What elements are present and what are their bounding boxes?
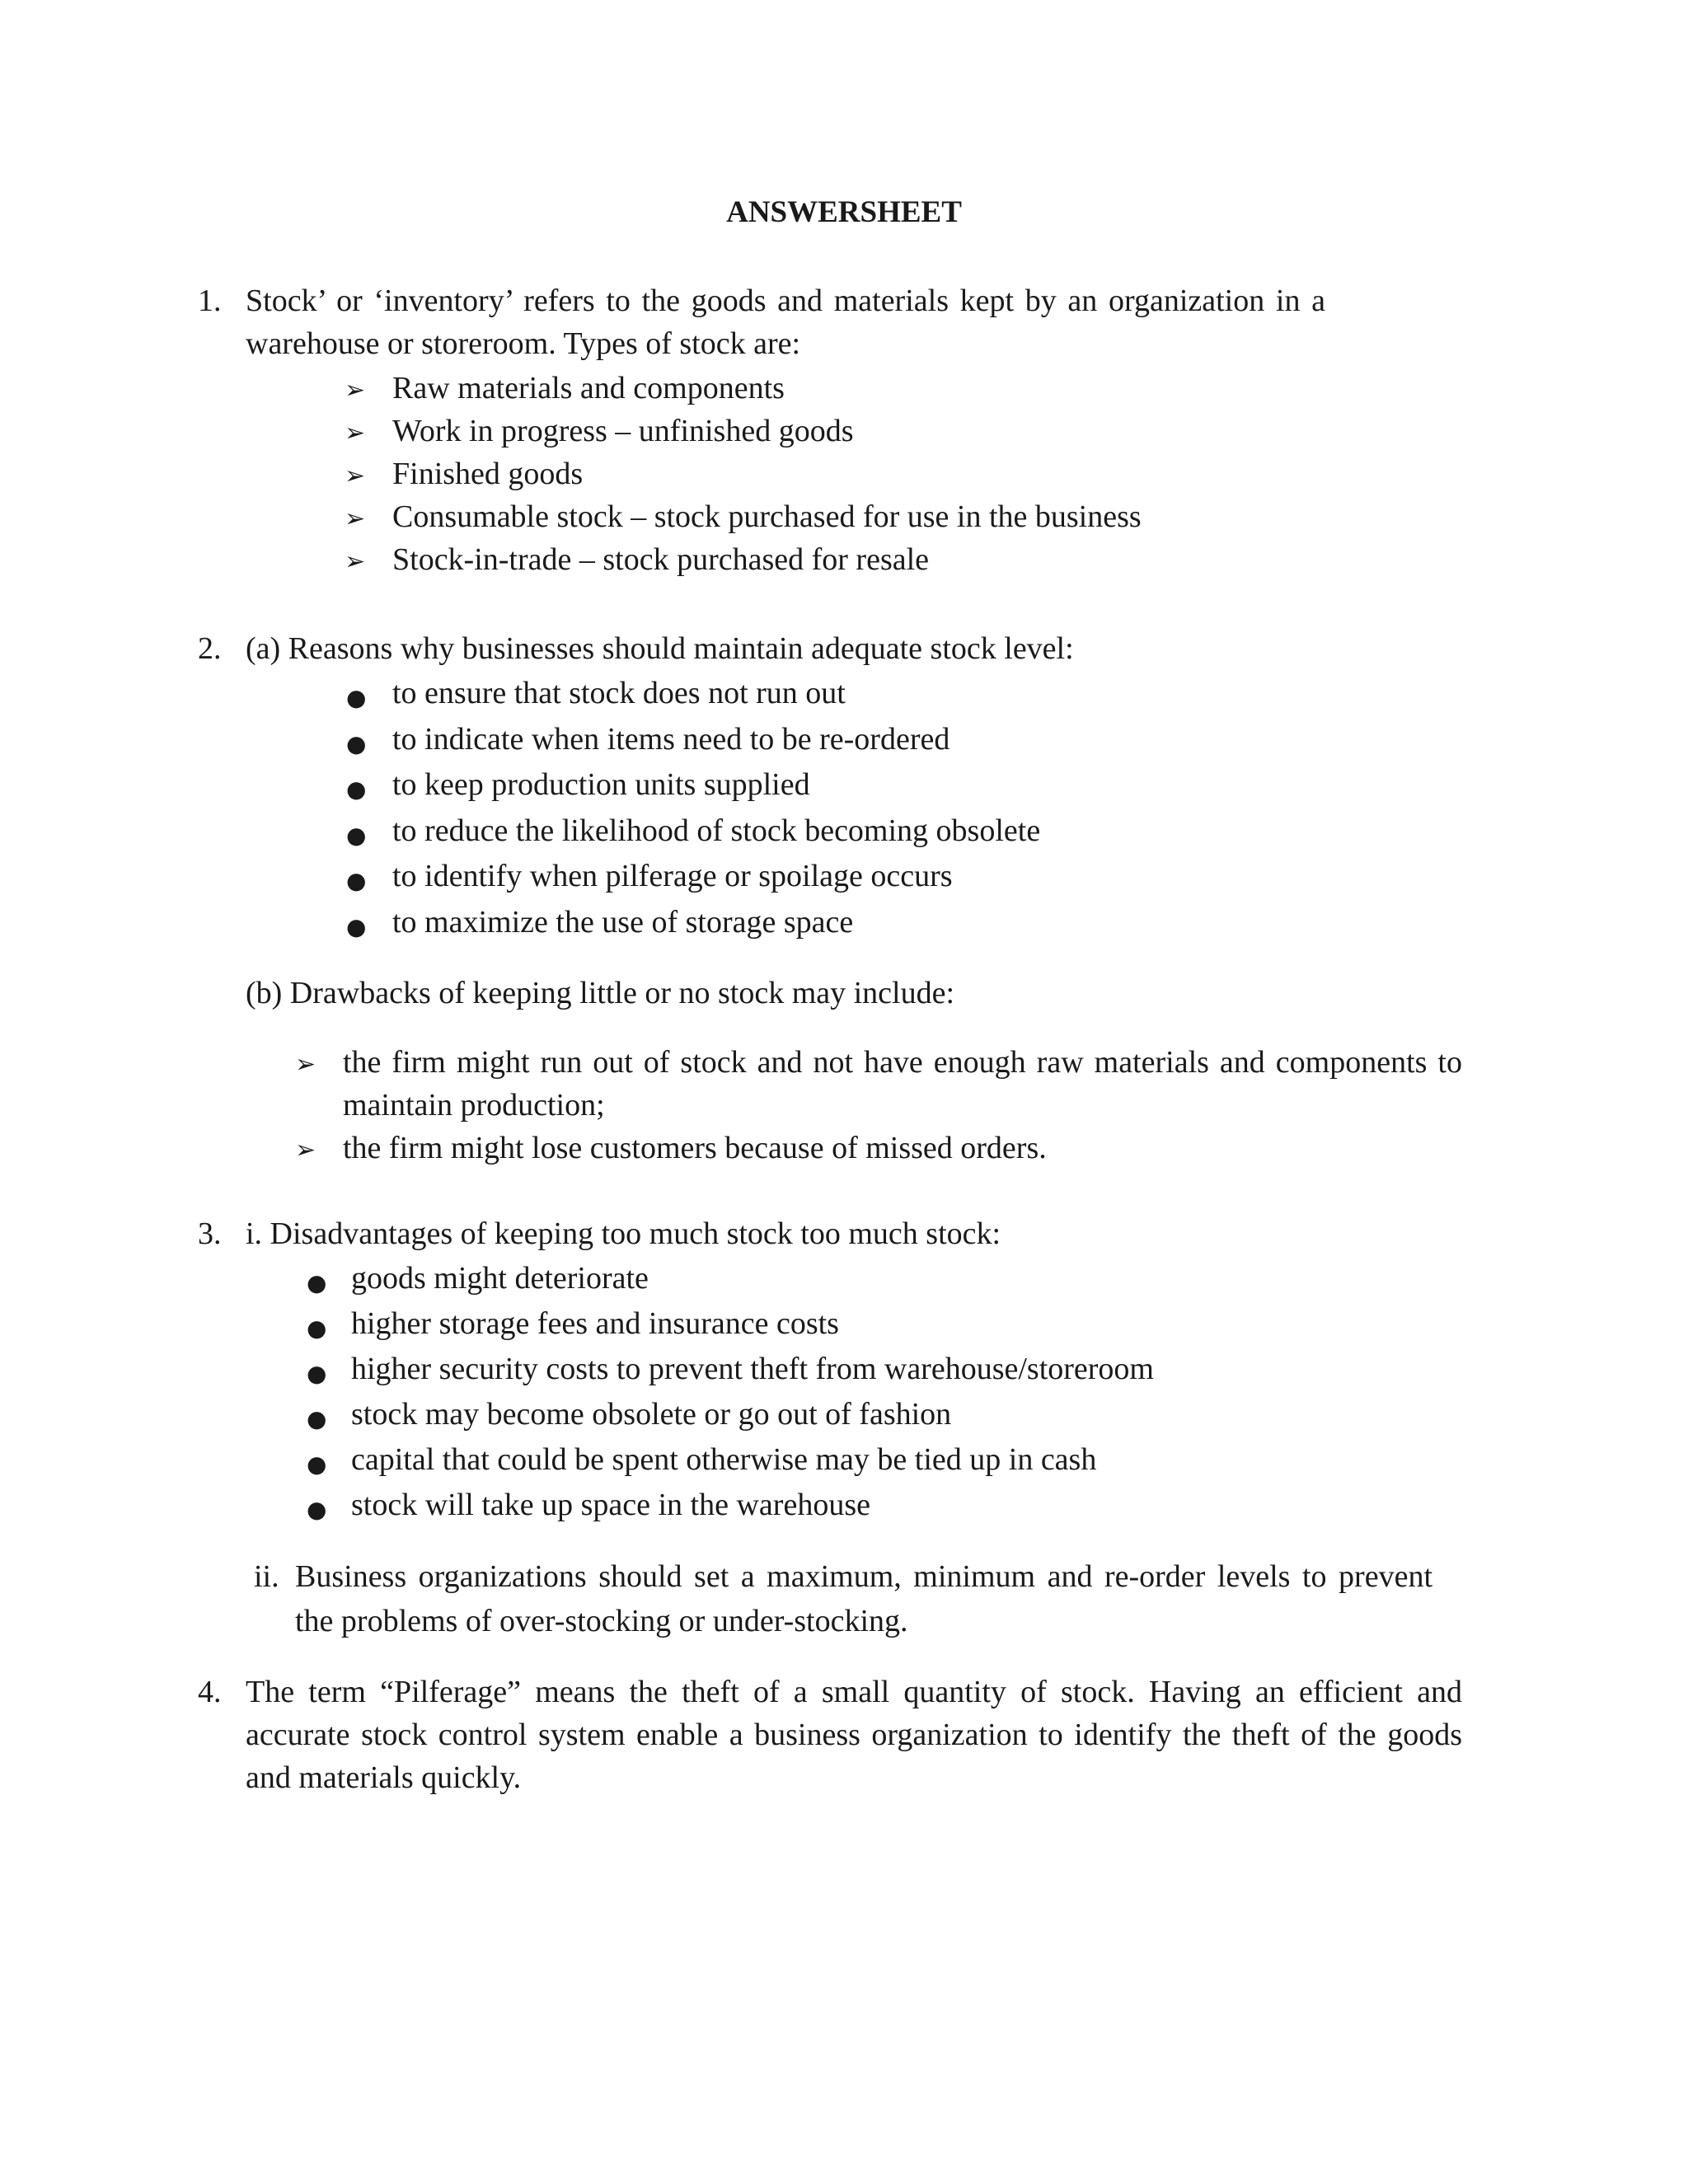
question-4-number: 4. [198,1675,222,1709]
stock-type-item: Finished goods [392,457,584,491]
disadvantage-item: capital that could be spent otherwise may be tied up in cash [351,1442,1097,1477]
disadvantage-item: stock may become obsolete or go out of fashion [351,1397,952,1432]
round-bullet-icon: ● [307,1451,327,1478]
round-bullet-icon: ● [307,1269,327,1296]
page-title: ANSWERSHEET [726,195,962,229]
reason-item: to indicate when items need to be re-ordered [392,722,950,757]
stock-type-item: Stock-in-trade – stock purchased for resale [392,542,930,577]
arrow-bullet-icon: ➢ [295,1050,316,1079]
drawback-item-line-2: maintain production; [343,1088,605,1122]
stock-type-item: Work in progress – unfinished goods [392,414,854,448]
reason-item: to ensure that stock does not run out [392,676,846,710]
question-3ii-marker: ii. [254,1559,279,1594]
question-4-line-2: accurate stock control system enable a business organization to identify the theft of the goods [246,1718,1462,1752]
question-3-number: 3. [198,1216,222,1251]
question-3ii-line-2: the problems of over-stocking or under-stocking. [295,1604,908,1638]
question-2b-heading: (b) Drawbacks of keeping little or no stock may include: [246,976,955,1010]
round-bullet-icon: ● [346,730,367,757]
reason-item: to maximize the use of storage space [392,905,854,940]
reason-item: to keep production units supplied [392,767,810,802]
disadvantage-item: higher security costs to prevent theft from warehouse/storeroom [351,1352,1154,1386]
drawback-item: the firm might lose customers because of missed orders. [343,1131,1047,1165]
question-4-line-1: The term “Pilferage” means the theft of a small quantity of stock. Having an efficient and [246,1675,1462,1709]
round-bullet-icon: ● [346,867,367,894]
question-4-line-3: and materials quickly. [246,1760,522,1795]
question-1-line-1: Stock’ or ‘inventory’ refers to the goods and materials kept by an organization in a [246,284,1325,318]
question-1-number: 1. [198,284,222,318]
arrow-bullet-icon: ➢ [345,547,366,576]
reason-item: to identify when pilferage or spoilage occurs [392,859,953,893]
stock-type-item: Consumable stock – stock purchased for use in the business [392,499,1142,534]
round-bullet-icon: ● [307,1405,327,1432]
arrow-bullet-icon: ➢ [345,462,366,490]
question-3ii-line-1: Business organizations should set a maximum, minimum and re-order levels to prevent [295,1559,1432,1594]
round-bullet-icon: ● [307,1360,327,1387]
round-bullet-icon: ● [346,822,367,849]
stock-type-item: Raw materials and components [392,371,785,405]
arrow-bullet-icon: ➢ [345,376,366,405]
round-bullet-icon: ● [346,776,367,803]
disadvantage-item: stock will take up space in the warehouse [351,1488,870,1522]
arrow-bullet-icon: ➢ [295,1136,316,1165]
round-bullet-icon: ● [307,1496,327,1523]
round-bullet-icon: ● [346,913,367,940]
question-2-number: 2. [198,631,222,666]
arrow-bullet-icon: ➢ [345,504,366,533]
question-2a-heading: (a) Reasons why businesses should maintain adequate stock level: [246,631,1074,666]
reason-item: to reduce the likelihood of stock becoming obsolete [392,813,1041,848]
round-bullet-icon: ● [307,1315,327,1342]
disadvantage-item: higher storage fees and insurance costs [351,1306,839,1341]
question-3i-heading: i. Disadvantages of keeping too much stock too much stock: [246,1216,1001,1251]
round-bullet-icon: ● [346,684,367,711]
disadvantage-item: goods might deteriorate [351,1261,649,1296]
arrow-bullet-icon: ➢ [345,419,366,448]
drawback-item-line-1: the firm might run out of stock and not have enough raw materials and components to [343,1045,1462,1080]
question-1-line-2: warehouse or storeroom. Types of stock are: [246,326,801,361]
